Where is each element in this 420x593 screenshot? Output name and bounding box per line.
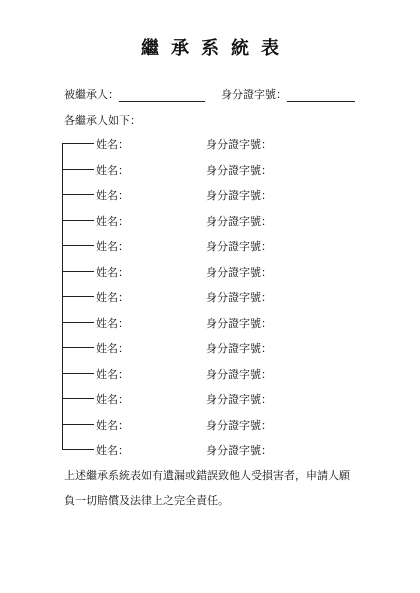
heir-name-label: 姓名： [96,240,129,253]
heir-id-label: 身分證字號： [206,393,272,406]
tree-branch-line [62,194,94,195]
heir-name-label: 姓名： [96,342,129,355]
heirs-intro: 各繼承人如下： [64,114,141,127]
decedent-name-blank[interactable] [119,90,205,102]
tree-branch-line [62,296,94,297]
heir-entry [62,314,382,332]
tree-branch-line [62,398,94,399]
heir-id-label: 身分證字號： [206,214,272,228]
tree-branch-line [62,449,94,450]
tree-branch-line [62,271,94,272]
heir-name-label: 姓名： [96,418,129,432]
heir-name-label: 姓名： [96,214,129,228]
decedent-row [64,86,355,102]
decedent-id-blank[interactable] [287,90,355,102]
heir-id-label: 身分證字號： [206,342,272,355]
document-title: 繼承系統表 [141,38,291,59]
heir-id-label: 身分證字號： [206,240,272,253]
heir-entry [62,441,382,459]
tree-branch-line [62,143,94,144]
heir-id-label: 身分證字號： [206,291,272,304]
declaration-line-1: 上述繼承系統表如有遺漏或錯誤致他人受損害者，申請人願 [64,469,350,482]
heir-name-label: 姓名： [96,291,129,304]
heir-entry [62,161,382,179]
heir-name-label: 姓名： [96,444,129,457]
tree-branch-line [62,245,94,246]
heir-id-label: 身分證字號： [206,189,272,202]
tree-branch-line [62,169,94,170]
heir-entry [62,212,382,230]
heir-name-label: 姓名： [96,138,129,151]
heir-id-label: 身分證字號： [206,418,272,432]
declaration-text [64,463,364,513]
tree-branch-line [62,373,94,374]
heir-entry [62,339,382,357]
heir-id-label: 身分證字號： [206,367,272,381]
heir-entry [62,237,382,255]
tree-branch-line [62,424,94,425]
tree-branch-line [62,347,94,348]
tree-branch-line [62,220,94,221]
heir-name-label: 姓名： [96,393,129,406]
heir-entry [62,135,382,153]
heir-entry [62,263,382,281]
tree-branch-line [62,322,94,323]
heir-entry [62,186,382,204]
heir-id-label: 身分證字號： [206,163,272,177]
heir-name-label: 姓名： [96,367,129,381]
heir-id-label: 身分證字號： [206,138,272,151]
heir-name-label: 姓名： [96,265,129,279]
heir-entry [62,365,382,383]
heir-id-label: 身分證字號： [206,444,272,457]
heir-name-label: 姓名： [96,163,129,177]
declaration-line-2: 負一切賠償及法律上之完全責任。 [64,494,229,507]
decedent-id-label: 身分證字號： [221,88,287,101]
heir-name-label: 姓名： [96,316,129,330]
heir-entry [62,416,382,434]
heir-name-label: 姓名： [96,189,129,202]
heir-tree [62,131,382,461]
heir-id-label: 身分證字號： [206,265,272,279]
decedent-label: 被繼承人： [64,88,119,101]
heir-entry [62,390,382,408]
heir-entry [62,288,382,306]
heir-id-label: 身分證字號： [206,316,272,330]
